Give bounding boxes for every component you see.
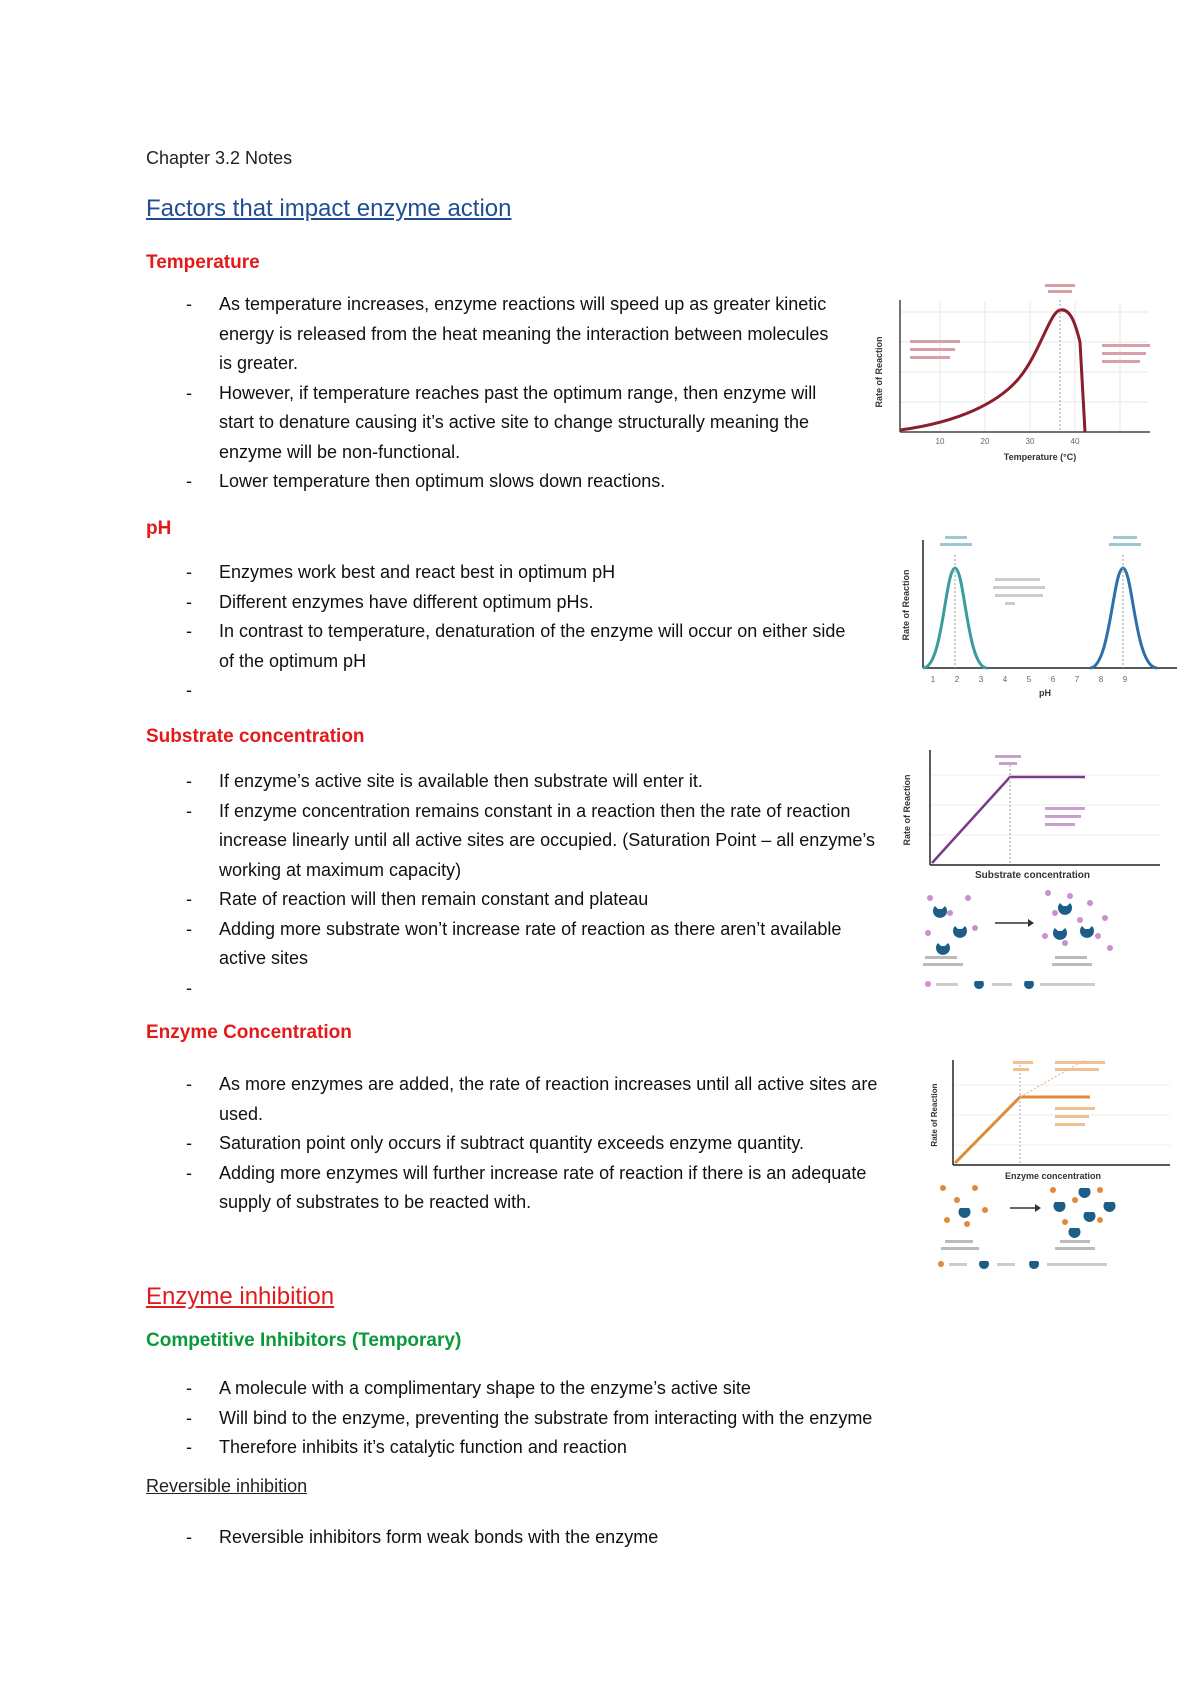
heading-substrate-concentration: Substrate concentration: [146, 726, 365, 747]
list-item: - Saturation point only occurs if subtract quantity exceeds enzyme quantity.: [146, 1129, 906, 1159]
ph-ylabel: Rate of Reaction: [901, 569, 911, 641]
list-item: - Adding more enzymes will further increase rate of reaction if there is an adequate supply of substrates to be reacted with.: [146, 1159, 906, 1218]
substrate-ylabel: Rate of Reaction: [902, 774, 912, 846]
enzyme-concentration-curve: [955, 1097, 1090, 1163]
x-tick-label: 1: [930, 675, 936, 684]
temperature-graph: [870, 282, 1160, 467]
list-item: - Will bind to the enzyme, preventing the substrate from interacting with the enzyme: [146, 1404, 1046, 1434]
ph-bullets: [146, 558, 856, 706]
x-tick-label: 9: [1122, 675, 1128, 684]
list-item: - In contrast to temperature, denaturation of the enzyme will occur on either side of the optimum pH: [146, 617, 856, 676]
list-item: [146, 974, 876, 1004]
enzyme-xlabel: Enzyme concentration: [1005, 1171, 1102, 1181]
list-item: - Reversible inhibitors form weak bonds with the enzyme: [146, 1523, 1046, 1553]
x-tick-label: 7: [1074, 675, 1080, 684]
x-tick-label: 10: [935, 437, 945, 446]
temperature-ylabel: Rate of Reaction: [874, 336, 884, 408]
x-tick-label: 4: [1002, 675, 1008, 684]
list-item: - If enzyme concentration remains constant in a reaction then the rate of reaction increase linearly until all active sites are occupied. (Saturation Point – all enzyme’s working at maximum capacity): [146, 797, 876, 886]
substrate-xlabel: Substrate concentration: [975, 870, 1091, 881]
x-tick-label: 20: [980, 437, 990, 446]
x-tick-label: 8: [1098, 675, 1104, 684]
heading-temperature: Temperature: [146, 252, 260, 273]
competitive-bullets: [146, 1374, 1046, 1463]
x-tick-label: 2: [954, 675, 960, 684]
substrate-particle-diagram: [920, 888, 1170, 993]
list-item: - Adding more substrate won’t increase rate of reaction as there aren’t available active sites: [146, 915, 876, 974]
temperature-bullets: [146, 290, 846, 497]
heading-enzyme-concentration: Enzyme Concentration: [146, 1022, 352, 1043]
enzyme-particle-diagram: [935, 1180, 1175, 1270]
enzyme-shapes: [933, 903, 1094, 955]
x-tick-label: 40: [1070, 437, 1080, 446]
x-tick-label: 3: [978, 675, 984, 684]
enzyme-shapes: [959, 1188, 1116, 1238]
x-tick-label: 30: [1025, 437, 1035, 446]
enzyme-ylabel: Rate of Reaction: [930, 1083, 939, 1147]
list-item: - However, if temperature reaches past the optimum range, then enzyme will start to denature causing it’s active site to change structurally meaning the enzyme will be non-functional.: [146, 379, 846, 468]
ph-xlabel: pH: [1039, 688, 1051, 698]
enzyme-concentration-bullets: [146, 1070, 906, 1218]
substrate-graph: [895, 745, 1165, 875]
list-item: - As more enzymes are added, the rate of reaction increases until all active sites are used.: [146, 1070, 906, 1129]
list-item: - If enzyme’s active site is available then substrate will enter it.: [146, 767, 876, 797]
section-title-enzyme-action: Factors that impact enzyme action: [146, 195, 512, 222]
list-item: - As temperature increases, enzyme reactions will speed up as greater kinetic energy is released from the heat meaning the interaction between molecules is greater.: [146, 290, 846, 379]
list-item: - A molecule with a complimentary shape to the enzyme’s active site: [146, 1374, 1046, 1404]
x-tick-label: 6: [1050, 675, 1056, 684]
heading-ph: pH: [146, 518, 172, 539]
document-label: Chapter 3.2 Notes: [146, 148, 293, 168]
substrate-bullets: [146, 767, 876, 1003]
list-item: - Lower temperature then optimum slows down reactions.: [146, 467, 846, 497]
reversible-bullets: [146, 1523, 1046, 1553]
heading-reversible-inhibition: Reversible inhibition: [146, 1476, 308, 1496]
heading-competitive-inhibitors: Competitive Inhibitors (Temporary): [146, 1330, 462, 1351]
list-item: - Rate of reaction will then remain constant and plateau: [146, 885, 876, 915]
list-item: [146, 676, 856, 706]
substrate-dots: [925, 890, 1113, 951]
ph-graph: [895, 530, 1185, 700]
section-title-enzyme-inhibition: Enzyme inhibition: [146, 1283, 335, 1310]
enzyme-concentration-graph: [925, 1055, 1175, 1175]
temperature-curve: [900, 310, 1085, 432]
x-tick-label: 5: [1026, 675, 1032, 684]
substrate-curve: [932, 777, 1085, 863]
list-item: - Therefore inhibits it’s catalytic function and reaction: [146, 1433, 1046, 1463]
temperature-xlabel: Temperature (°C): [1003, 452, 1077, 462]
list-item: - Enzymes work best and react best in optimum pH: [146, 558, 856, 588]
list-item: - Different enzymes have different optimum pHs.: [146, 588, 856, 618]
